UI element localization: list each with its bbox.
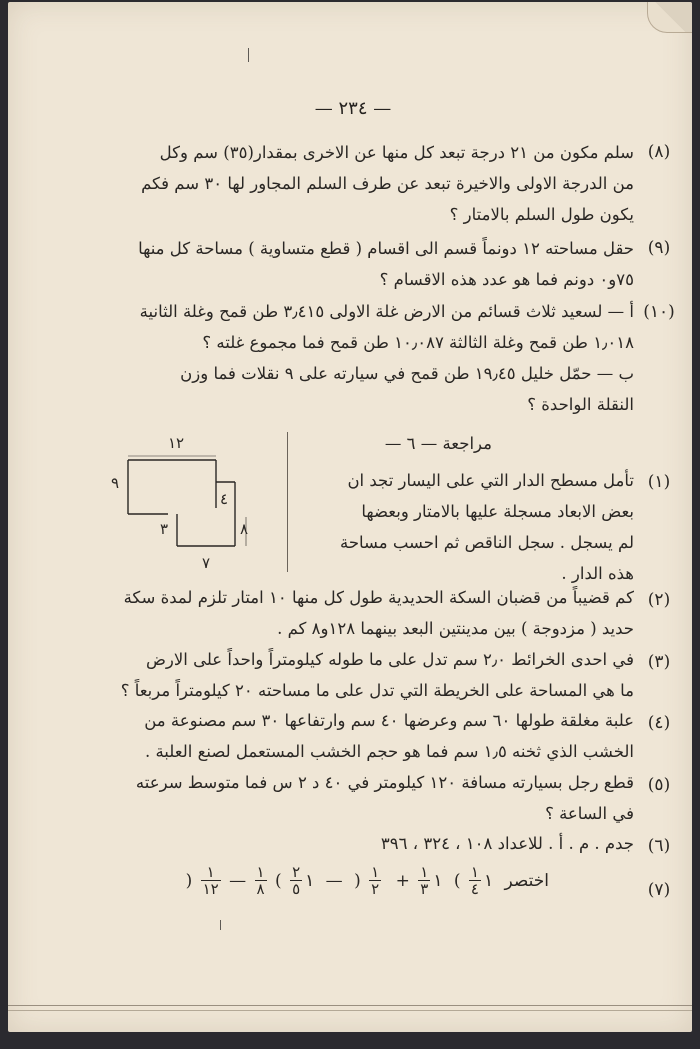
paren-close: ) xyxy=(453,870,461,891)
problem-text xyxy=(60,705,634,767)
fraction xyxy=(255,864,267,897)
paren-close: ) xyxy=(275,870,282,891)
problem-line: في الساعة ؟ xyxy=(545,804,634,823)
paren-open: ( xyxy=(354,870,361,891)
problem-line: ١٫٠١٨ طن قمح وغلة الثالثة ١٠٫٠٨٧ طن قمح فما مجموع غلته ؟ xyxy=(202,333,634,352)
problem-line: علبة مغلقة طولها ٦٠ سم وعرضها ٤٠ سم وارتفاعها ٣٠ سم مصنوعة من xyxy=(144,711,634,730)
item-number: (٣) xyxy=(647,652,671,672)
item-number: (٦) xyxy=(647,836,671,856)
math-expression xyxy=(185,863,552,898)
section-title: مراجعة — ٦ — xyxy=(384,434,492,453)
numerator: ٢ xyxy=(292,863,301,881)
minus-sign: — xyxy=(325,870,343,891)
problem-line: سلم مكون من ٢١ درجة تبعد كل منها عن الاخرى بمقدار(٣٥) سم وكل xyxy=(159,143,634,162)
problem-line: ما هي المساحة على الخريطة التي تدل على ما مساحته ٢٠ كيلومتراً مربعاً ؟ xyxy=(120,681,634,700)
item-number: (٤) xyxy=(647,713,671,733)
item-number: (٧) xyxy=(647,880,671,900)
problem-line: ب — حمّل خليل ١٩٫٤٥ طن قمح في سيارته على ٩ نقلات فما وزن xyxy=(180,364,634,383)
floor-plan-svg xyxy=(108,432,278,582)
problem-line: حقل مساحته ١٢ دونماً قسم الى اقسام ( قطع متساوية ) مساحة كل منها xyxy=(138,239,634,258)
problem-line: تأمل مسطح الدار التي على اليسار تجد ان xyxy=(347,471,634,490)
problem-line: يكون طول السلم بالامتار ؟ xyxy=(449,205,634,224)
denominator: ٥ xyxy=(292,880,301,898)
denominator: ٨ xyxy=(256,880,265,898)
floor-plan-diagram xyxy=(108,432,278,582)
book-page xyxy=(8,2,692,1032)
problem-line: في احدى الخرائط ٢٫٠ سم تدل على ما طوله كيلومتراً واحداً على الارض xyxy=(145,650,634,669)
item-number: (٩) xyxy=(647,238,671,258)
dimension-label-bottom: ٧ xyxy=(202,554,211,572)
problem-line: هذه الدار . xyxy=(561,564,634,583)
problem-line: لم يسجل . سجل الناقص ثم احسب مساحة xyxy=(339,533,634,552)
paren-open: ( xyxy=(185,870,193,891)
numerator: ١ xyxy=(420,863,429,881)
problem-line: من الدرجة الاولى والاخيرة تبعد عن طرف السلم المجاور لها ٣٠ سم فكم xyxy=(141,174,634,193)
problem-text xyxy=(60,828,634,859)
fraction xyxy=(201,864,221,897)
problem-text xyxy=(60,767,634,829)
problem-text xyxy=(60,137,634,230)
folded-corner xyxy=(647,2,692,33)
fraction xyxy=(369,864,381,897)
fraction xyxy=(290,864,302,897)
dimension-label-inner: ٤ xyxy=(220,490,229,508)
numerator: ١ xyxy=(470,863,479,881)
item-number: (٨) xyxy=(647,142,671,162)
problem-text xyxy=(60,296,634,420)
dimension-label-inner: ٣ xyxy=(160,520,169,538)
dimension-label-right: ٨ xyxy=(240,520,249,538)
whole-number: ١ xyxy=(305,870,315,891)
fraction xyxy=(469,864,481,897)
item-number: (٢) xyxy=(647,590,671,610)
problem-line: أ — لسعيد ثلاث قسائم من الارض غلة الاولى ٣٫٤١٥ طن قمح وغلة الثانية xyxy=(139,302,634,321)
page-number: — ٢٣٤ — xyxy=(314,98,392,119)
problem-line: ٧٥و٠ دونم فما هو عدد هذه الاقسام ؟ xyxy=(379,270,634,289)
dimension-label-left: ٩ xyxy=(111,474,120,492)
problem-text xyxy=(60,233,634,295)
problem-line: النقلة الواحدة ؟ xyxy=(527,395,634,414)
problem-line: قطع رجل بسيارته مسافة ١٢٠ كيلومتر في ٤٠ د ٢ س فما متوسط سرعته xyxy=(135,773,634,792)
minus-sign: — xyxy=(229,870,247,891)
problem-line: جدم . م . أ . للاعداد ١٠٨ ، ٣٢٤ ، ٣٩٦ xyxy=(380,834,634,853)
item-number: (١) xyxy=(647,472,671,492)
problem-line: كم قضيباً من قضبان السكة الحديدية طول كل منها ١٠ امتار تلزم لمدة سكة xyxy=(123,588,634,607)
column-divider xyxy=(287,432,288,572)
problem-line: بعض الابعاد مسجلة عليها بالامتار وبعضها xyxy=(361,502,634,521)
item-number: (١٠) xyxy=(643,302,675,322)
plus-sign: + xyxy=(395,870,410,891)
whole-number: ١ xyxy=(483,870,494,891)
instruction-word: اختصر xyxy=(504,870,549,891)
problem-text xyxy=(60,644,634,706)
denominator: ١٢ xyxy=(202,880,219,898)
numerator: ١ xyxy=(371,863,380,881)
dimension-label-top: ١٢ xyxy=(168,434,185,452)
item-number: (٥) xyxy=(647,775,671,795)
page-edge-line xyxy=(8,1010,692,1011)
denominator: ٤ xyxy=(470,880,479,898)
problem-line: الخشب الذي ثخنه ١٫٥ سم فما هو حجم الخشب المستعمل لصنع العلبة . xyxy=(144,742,634,761)
whole-number: ١ xyxy=(433,870,443,891)
pencil-mark xyxy=(248,48,249,62)
pencil-mark xyxy=(220,920,221,930)
numerator: ١ xyxy=(256,863,265,881)
denominator: ٣ xyxy=(420,880,429,898)
page-edge-line xyxy=(8,1005,692,1006)
numerator: ١ xyxy=(201,864,221,881)
problem-text xyxy=(60,582,634,644)
denominator: ٢ xyxy=(371,880,380,898)
problem-line: حديد ( مزدوجة ) بين مدينتين البعد بينهما ١٢٨و٨ كم . xyxy=(277,619,634,638)
problem-text xyxy=(304,465,634,589)
fraction xyxy=(418,864,430,897)
